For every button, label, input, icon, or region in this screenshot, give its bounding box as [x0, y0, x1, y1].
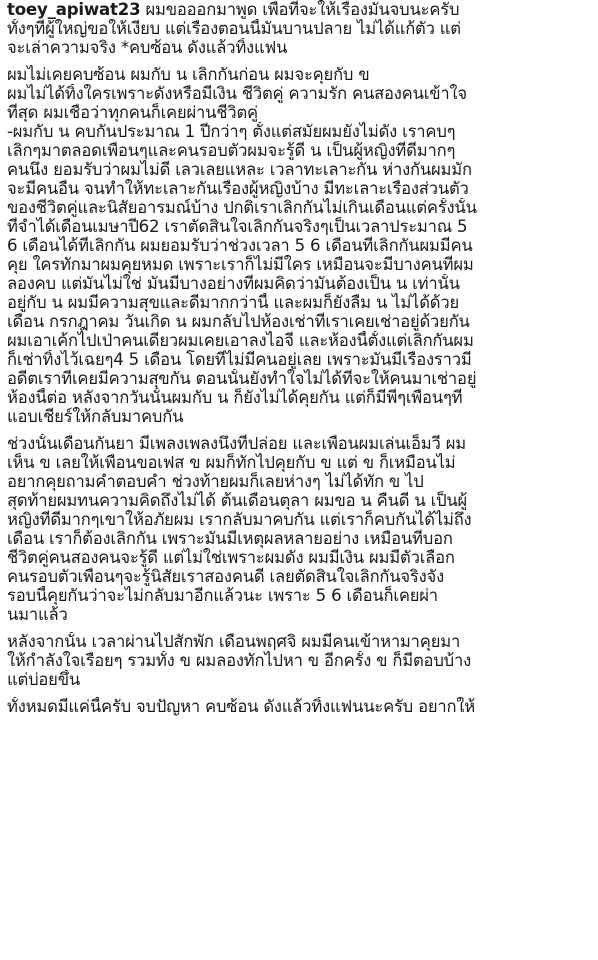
caption-line: เดือน กรกฎาคม วันเกิด น ผมกลับไปห้องเช่าที่เราเคยเช่าอยู่ด้วยกัน	[7, 312, 470, 331]
caption-paragraph	[7, 632, 593, 689]
post-caption	[7, 0, 593, 960]
caption-line: เลิกๆมาตลอดเพื่อนๆและคนรอบตัวผมจะรู้ดี น เป็นผู้หญิงที่ดีมากๆ	[7, 141, 456, 160]
caption-first-line	[7, 0, 593, 19]
caption-line: เห็น ข เลยให้เพื่อนขอเฟส ข ผมก็ทักไปคุยกับ ข แต่ ข ก็เหมือนไม่	[7, 453, 456, 472]
caption-line: ก็เช่าทิ้งไว้เฉยๆ4 5 เดือน โดยที่ไม่มีคนอยู่เลย เพราะมันมีเรื่องราวมี	[7, 350, 472, 369]
caption-line: คนรอบตัวเพื่อนๆจะรู้นิสัยเราสองคนดี เลยตัดสินใจเลิกกันจริงจัง	[7, 567, 444, 586]
username-link[interactable]: toey_apiwat23	[7, 0, 141, 19]
caption-line: ผมเอาเค้กไปเป่าคนเดียวผมเคยเอาลงไอจี และห้องนี้ตั้งแต่เลิกกันผม	[7, 331, 474, 350]
caption-line: นมาแล้ว	[7, 605, 68, 624]
caption-line: 6 เดือนได้ที่เลิกกัน ผมยอมรับว่าช่วงเวลา 5 6 เดือนที่เลิกกันผมมีคน	[7, 236, 473, 255]
caption-paragraph	[7, 697, 593, 716]
caption-line: อยากคุยถามคำตอบคำ ช่วงท้ายผมก็เลยห่างๆ ไม่ได้ทัก ข ไป	[7, 472, 424, 491]
caption-line: ทั้งหมดมีแค่นี้ครับ จบปัญหา คบซ้อน ดังแล้วทิ้งแฟนนะครับ อยากให้	[7, 697, 475, 716]
paragraph-gap	[7, 426, 593, 434]
caption-line: คุย ใครทักมาผมคุยหมด เพราะเราก็ไม่มีใคร เหมือนจะมีบางคนที่ผม	[7, 255, 474, 274]
caption-line: แอบเชียร์ให้กลับมาคบกัน	[7, 407, 184, 426]
caption-text: ผมขอออกมาพูด เพื่อที่จะให้เรื่องมันจบนะครับ	[140, 0, 460, 19]
caption-paragraph	[7, 19, 593, 57]
caption-line: ชีวิตคู่คนสองคนจะรู้ดี แต่ไม่ใช่เพราะผมดัง ผมมีเงิน ผมมีตัวเลือก	[7, 548, 455, 567]
caption-line: ห้องนี้ต่อ หลังจากวันนั้นผมกับ น ก็ยังไม่ได้คุยกัน แต่ก็มีพี่ๆเพื่อนๆที่	[7, 388, 463, 407]
caption-line: แต่บ่อยขึ้น	[7, 670, 80, 689]
caption-line: เดือน เราก็ต้องเลิกกัน เพราะมันมีเหตุผลหลายอย่าง เหมือนที่บอก	[7, 529, 453, 548]
caption-line: อดีตเราที่เคยมีความสุขกัน ตอนนั้นยังทำใจไม่ได้ที่จะให้คนมาเช่าอยู่	[7, 369, 477, 388]
caption-line: ให้กำลังใจเรื่อยๆ รวมทั้ง ข ผมลองทักไปหา ข อีกครั้ง ข ก็มีตอบบ้าง	[7, 651, 472, 670]
caption-paragraph	[7, 65, 593, 426]
caption-line: คนนึง ยอมรับว่าผมไม่ดี เลวเลยแหละ เวลาทะเลาะกัน ห่างกันผมมัก	[7, 160, 472, 179]
caption-line: จะเล่าความจริง *คบซ้อน ดังแล้วทิ้งแฟน	[7, 38, 288, 57]
caption-line: จะมีคนอื่น จนทำให้ทะเลาะกันเรื่องผู้หญิงบ้าง มีทะเลาะเรื่องส่วนตัว	[7, 179, 469, 198]
paragraph-gap	[7, 624, 593, 632]
caption-line: หญิงที่ดีมากๆเขาให้อภัยผม เรากลับมาคบกัน แต่เราก็คบกันได้ไม่ถึง	[7, 510, 472, 529]
caption-line: รอบนี้คุยกันว่าจะไม่กลับมาอีกแล้วนะ เพราะ 5 6 เดือนก็เคยผ่า	[7, 586, 438, 605]
caption-line: ผมไม่ได้ทิ้งใครเพราะดังหรือมีเงิน ชีวิตคู่ ความรัก คนสองคนเข้าใจ	[7, 84, 467, 103]
caption-line: ลองคบ แต่มันไม่ใช่ มันมีบางอย่างที่ผมคิดว่ามันต้องเป็น น เท่านั้น	[7, 274, 460, 293]
caption-line: -ผมกับ น คบกันประมาณ 1 ปีกว่าๆ ตั้งแต่สมัยผมยังไม่ดัง เราคบๆ	[7, 122, 456, 141]
caption-line: ทั้งๆที่ผู้ใหญ่ขอให้เงียบ แต่เรื่องตอนนี้มันบานปลาย ไม่ได้แก้ตัว แต่	[7, 19, 461, 38]
caption-line: ของชีวิตคู่และนิสัยอารมณ์บ้าง ปกติเราเลิกกันไม่เกินเดือนแต่ครั้งนั้น	[7, 198, 477, 217]
caption-body	[7, 19, 593, 716]
caption-line: อยู่กับ น ผมมีความสุขและดีมากกว่านี้ และผมก็ยังลืม น ไม่ได้ด้วย	[7, 293, 459, 312]
caption-line: ที่สุด ผมเชื่อว่าทุกคนก็เคยผ่านชีวิตคู่	[7, 103, 258, 122]
caption-line: ที่จำได้เดือนเมษาปี62 เราตัดสินใจเลิกกันจริงๆเป็นเวลาประมาณ 5	[7, 217, 468, 236]
paragraph-gap	[7, 689, 593, 697]
caption-line: สุดท้ายผมทนความคิดถึงไม่ได้ ต้นเดือนตุลา ผมขอ น คืนดี น เป็นผู้	[7, 491, 468, 510]
caption-line: ผมไม่เคยคบซ้อน ผมกับ น เลิกกันก่อน ผมจะคุยกับ ข	[7, 65, 370, 84]
paragraph-gap	[7, 57, 593, 65]
caption-line: ช่วงนั้นเดือนกันยา มีเพลงเพลงนึงที่ปล่อย และเพื่อนผมเล่นเอ็มวี ผม	[7, 434, 466, 453]
caption-line: หลังจากนั้น เวลาผ่านไปสักพัก เดือนพฤศจิ ผมมีคนเข้าหามาคุยมา	[7, 632, 461, 651]
caption-paragraph	[7, 434, 593, 624]
